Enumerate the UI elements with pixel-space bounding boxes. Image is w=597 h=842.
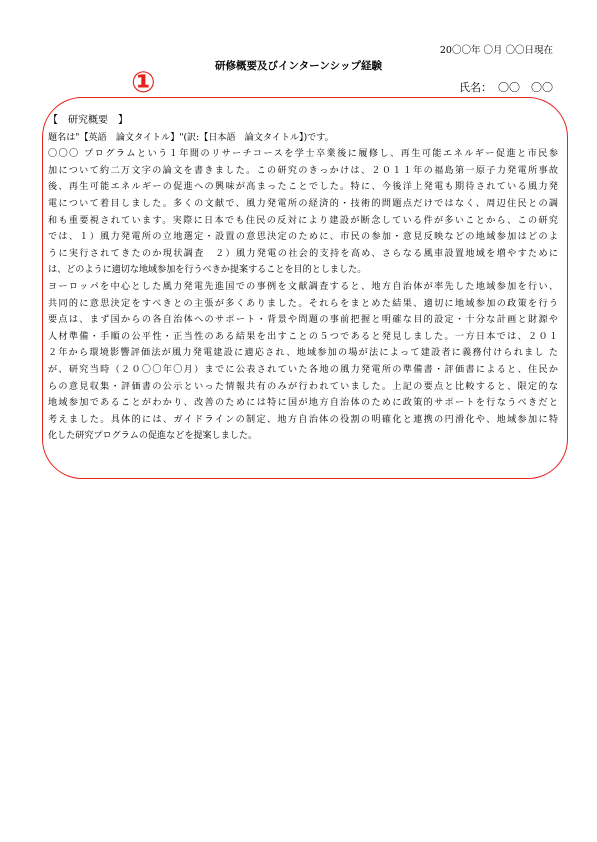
paragraph-1 xyxy=(48,146,558,279)
paragraph-2-line: 地域参加であることがわかり、改善のためには特に国が地方自治体のために政策的サポートを行なうべきだと xyxy=(48,398,558,409)
circled-number-marker: ① xyxy=(131,65,156,99)
paragraph-1-line: 和も重要視されています。実際に日本でも住民の反対により建設が断念している件が多いことから、この研究 xyxy=(48,215,558,226)
section-heading: 【 研究概要 】 xyxy=(48,115,128,126)
paragraph-2-line: 化した研究プログラムの促進などを提案しました。 xyxy=(48,431,258,442)
date-line: 20〇〇年 〇月 〇〇日現在 xyxy=(439,45,553,56)
thesis-title-line: 題名は"【英語 論文タイトル】"(訳:【日本語 論文タイトル】)です。 xyxy=(48,132,334,143)
paragraph-1-line: 〇〇〇 プログラムという１年間のリサーチコースを学士卒業後に履修し、再生可能エネルギー促進と市民参 xyxy=(48,149,558,160)
paragraph-1-line: は、どのように適切な地域参加を行うべきか提案することを目的としました。 xyxy=(48,265,367,276)
paragraph-2-line: 人材準備・手順の公平性・正当性のある結果を出すことの５つであると発見しました。一方日本では、２０１ xyxy=(48,331,558,342)
paragraph-2-line: が、研究当時（２０〇〇年〇月）までに公表されていた各地の風力発電所の準備書・評価書によると、住民か xyxy=(48,364,558,375)
paragraph-2-line: ２年から環境影響評価法が風力発電建設に適応され、地域参加の場が法によって建設者に義務付けられまし た xyxy=(48,348,558,359)
paragraph-2-line: ヨーロッパを中心とした風力発電先進国での事例を文献調査すると、地方自治体が率先した地域参加を行い、 xyxy=(48,281,558,292)
name-value: 〇〇 〇〇 xyxy=(498,81,553,94)
paragraph-1-line: うに実行されてきたのか現状調査 ２）風力発電の社会的支持を高め、さらなる風車設置地域を増やすために xyxy=(48,248,558,259)
research-summary-content xyxy=(48,113,558,445)
paragraph-2-line: 要点は、まず国からの各自治体へのサポート・背景や問題の事前把握と明確な目的設定・十分な計画と財源や xyxy=(48,315,558,326)
paragraph-2 xyxy=(48,279,558,445)
paragraph-2-line: 共同的に意思決定をすべきとの主張が多くありました。それらをまとめた結果、適切に地域参加の政策を行う xyxy=(48,298,558,309)
page-title: 研修概要及びインターンシップ経験 xyxy=(215,60,382,72)
paragraph-1-line: 電について着目しました。多くの文献で、風力発電所の経済的・技術的問題点だけではなく、周辺住民との調 xyxy=(48,198,558,209)
paragraph-2-line: らの意見収集・評価書の公示といった情報共有のみが行われていました。上記の要点と比較すると、限定的な xyxy=(48,381,558,392)
paragraph-1-line: では、１）風力発電所の立地選定・設置の意思決定のために、市民の参加・意見反映などの地域参加はどのよ xyxy=(48,232,558,243)
paragraph-2-line: 考えました。具体的には、ガイドラインの制定、地方自治体の役割の明確化と連携の円滑化や、地域参加に特 xyxy=(48,414,558,425)
name-label: 氏名： xyxy=(459,81,492,94)
paragraph-1-line: 後、再生可能エネルギーの促進への興味が高まったことでした。特に、今後洋上発電も期待されている風力発 xyxy=(48,182,558,193)
paragraph-1-line: 加について約二万文字の論文を書きました。この研究のきっかけは、２０１１年の福島第一原子力発電所事故 xyxy=(48,165,558,176)
name-line xyxy=(459,79,553,95)
